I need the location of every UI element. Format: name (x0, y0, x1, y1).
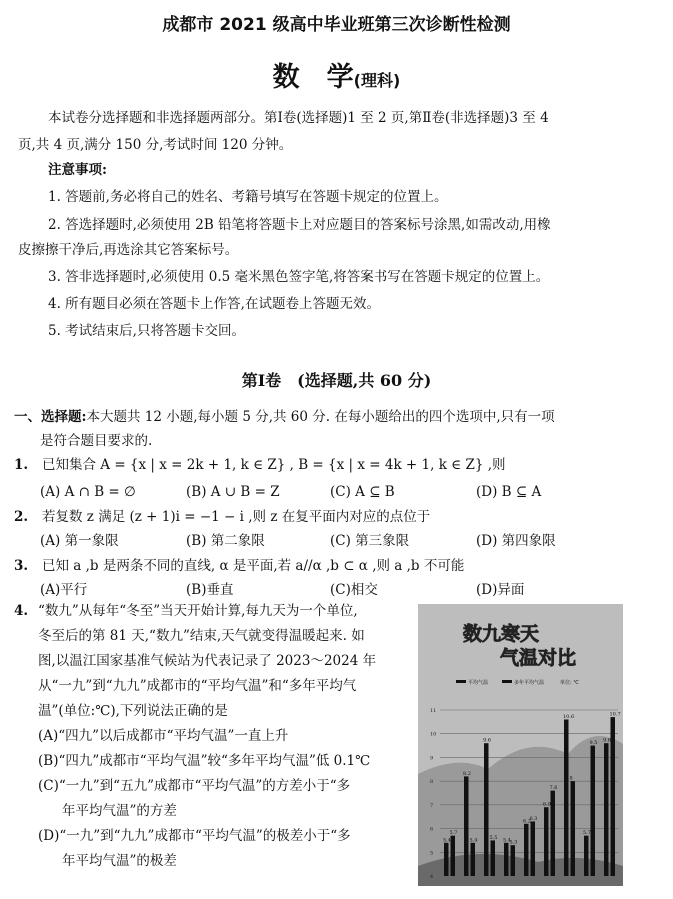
question-stem: 若复数 z 满足 (z + 1)i = −1 − i ,则 z 在复平面内对应的点位于 (42, 509, 431, 525)
y-tick-label: 5 (430, 850, 434, 857)
option-b: (B)“四九”成都市“平均气温”较“多年平均气温”低 0.1℃ (38, 753, 371, 769)
bar-value-label: 5.3 (509, 839, 518, 846)
option-b: (B) A ∪ B = Z (186, 484, 280, 500)
note-item: 3. 答非选择题时,必须使用 0.5 毫米黑色签字笔,将答案书写在答题卡规定的位置上。 (48, 269, 550, 285)
y-tick-label: 4 (430, 874, 434, 880)
bar (464, 776, 469, 876)
subject-title (0, 55, 673, 94)
bar-value-label: 9.6 (603, 737, 611, 744)
option-d: (D)“一九”到“九九”成都市“平均气温”的极差小于“多 (38, 828, 351, 844)
bar (451, 836, 456, 876)
y-tick-label: 10 (430, 731, 437, 738)
y-tick-label: 11 (430, 708, 437, 714)
subject-note: (理科) (353, 71, 401, 90)
bar (504, 843, 509, 876)
bar (604, 743, 609, 876)
option-c-cont: 年平均气温”的方差 (62, 803, 177, 819)
legend-label: 平均气温 (468, 680, 489, 686)
option-a: (A)“四九”以后成都市“平均气温”一直上升 (38, 728, 289, 744)
bar-value-label: 10.7 (609, 711, 621, 718)
note-item: 4. 所有题目必须在答题卡上作答,在试题卷上答题无效。 (48, 296, 380, 312)
intro-line: 页,共 4 页,满分 150 分,考试时间 120 分钟。 (18, 137, 293, 153)
question-number: 4. (14, 603, 29, 619)
unit-label: 单位: ℃ (560, 680, 579, 686)
bar-value-label: 5.4 (443, 837, 451, 844)
option-c: (C) 第三象限 (330, 533, 410, 549)
note-item: 5. 考试结束后,只将答题卡交回。 (48, 323, 245, 339)
option-c: (C) A ⊆ B (330, 484, 395, 500)
temperature-figure (418, 604, 623, 886)
option-a: (A) A ∩ B = ∅ (40, 484, 136, 500)
bar (471, 843, 476, 876)
question-stem: “数九”从每年“冬至”当天开始计算,每九天为一个单位, (38, 603, 358, 619)
legend-swatch (456, 680, 466, 683)
bar-value-label: 6.9 (543, 801, 551, 808)
bar (584, 836, 589, 876)
y-tick-label: 7 (430, 802, 434, 809)
bar (491, 840, 496, 876)
note-item: 1. 答题前,务必将自己的姓名、考籍号填写在答题卡规定的位置上。 (48, 189, 448, 205)
option-d: (D) 第四象限 (476, 533, 556, 549)
bar-value-label: 8.2 (463, 770, 471, 777)
question-stem: 冬至后的第 81 天,“数九”结束,天气就变得温暖起来. 如 (38, 628, 365, 644)
section-instr-text: 是符合题目要求的. (40, 433, 153, 449)
option-b: (B) 第二象限 (186, 533, 265, 549)
bar (511, 845, 516, 876)
bar-value-label: 5.4 (469, 837, 478, 844)
intro-line: 本试卷分选择题和非选择题两部分。第Ⅰ卷(选择题)1 至 2 页,第Ⅱ卷(非选择题)3 至 4 (48, 110, 549, 126)
bar-value-label: 8 (569, 775, 573, 782)
question-number: 2. (14, 509, 29, 525)
option-a: (A) 第一象限 (40, 533, 119, 549)
bar (531, 821, 536, 876)
figure-title-1: 数九寒天 (463, 623, 540, 645)
exam-title: 成都市 2021 级高中毕业班第三次诊断性检测 (162, 15, 511, 35)
y-tick-label: 8 (430, 779, 434, 786)
question-number: 1. (14, 457, 29, 473)
section-label: 一、选择题: (14, 409, 87, 425)
option-b: (B)垂直 (186, 582, 234, 598)
option-c: (C)“一九”到“五九”成都市“平均气温”的方差小于“多 (38, 778, 351, 794)
bar (564, 719, 569, 876)
bar (484, 743, 489, 876)
question-number: 3. (14, 558, 29, 574)
question-stem: 从“一九”到“九九”成都市的“平均气温”和“多年平均气 (38, 678, 357, 694)
note-item: 皮擦擦干净后,再选涂其它答案标号。 (18, 242, 239, 258)
y-tick-label: 9 (430, 755, 434, 762)
figure-title-2: 气温对比 (500, 647, 577, 669)
option-c: (C)相交 (330, 582, 378, 598)
option-d: (D)异面 (476, 582, 525, 598)
legend-swatch (502, 680, 512, 683)
bar (444, 843, 449, 876)
option-d: (D) B ⊆ A (476, 484, 542, 500)
section-instr-text: 本大题共 12 小题,每小题 5 分,共 60 分. 在每小题给出的四个选项中,只有一项 (86, 409, 555, 425)
bar-value-label: 5.4 (503, 837, 511, 844)
note-item: 2. 答选择题时,必须使用 2B 铅笔将答题卡上对应题目的答案标号涂黑,如需改动,用橡 (48, 217, 551, 233)
bar-value-label: 9.6 (483, 737, 491, 744)
bar-value-label: 6.2 (523, 818, 531, 825)
bar-value-label: 7.6 (549, 785, 558, 792)
option-d-cont: 年平均气温”的极差 (62, 853, 177, 869)
question-stem: 温”(单位:℃),下列说法正确的是 (38, 703, 228, 719)
option-a: (A)平行 (40, 582, 88, 598)
subject-name: 数 学 (272, 62, 354, 93)
question-stem: 已知集合 A = {x | x = 2k + 1, k ∈ Z} , B = {x | x = 4k + 1, k ∈ Z} ,则 (42, 457, 506, 473)
bar (611, 717, 616, 876)
legend-label: 多年平均气温 (514, 680, 545, 686)
question-stem: 已知 a ,b 是两条不同的直线, α 是平面,若 a//α ,b ⊂ α ,则 a ,b 不可能 (42, 558, 465, 574)
bar-value-label: 10.6 (563, 713, 575, 720)
bar-value-label: 6.3 (529, 815, 538, 822)
section-title: 第Ⅰ卷 (选择题,共 60 分) (241, 371, 432, 390)
bar (571, 781, 576, 876)
bar (524, 824, 529, 876)
bar (551, 791, 556, 876)
bar-value-label: 5.7 (583, 830, 591, 837)
question-stem: 图,以温江国家基准气候站为代表记录了 2023～2024 年 (38, 653, 377, 669)
bar-value-label: 9.5 (589, 740, 598, 747)
notes-heading: 注意事项: (48, 162, 107, 178)
bar (544, 807, 549, 876)
y-tick-label: 6 (430, 826, 434, 833)
bar-value-label: 5.5 (489, 834, 498, 841)
bar (591, 746, 596, 876)
section-instructions (14, 408, 555, 426)
bar-value-label: 5.7 (449, 830, 458, 837)
